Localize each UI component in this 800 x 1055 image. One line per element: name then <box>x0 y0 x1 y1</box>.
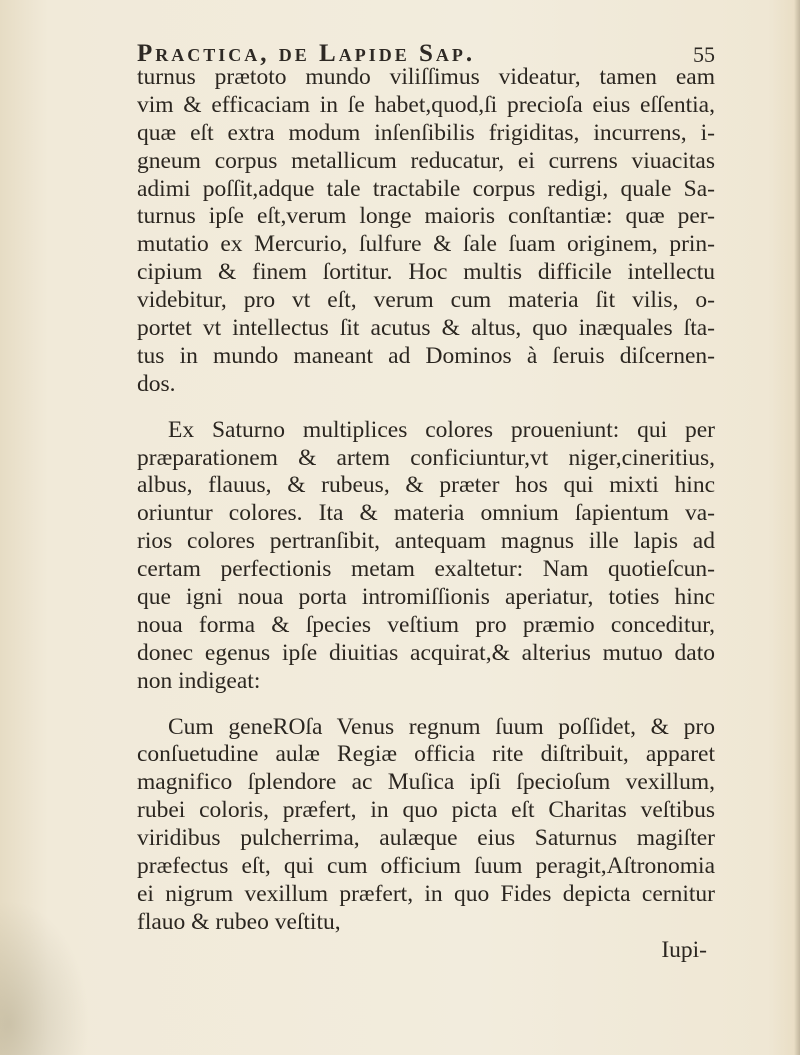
text-line: flauo & rubeo veſtitu, <box>137 908 341 935</box>
text-line: rubei coloris, præfert, in quo picta eſt Charitas veſtibus <box>137 797 715 824</box>
text-line: magnifico ſplendore ac Muſica ipſi ſpecioſum vexillum, <box>137 769 715 796</box>
paragraph-1 <box>137 64 715 399</box>
text-line: que igni noua porta intromiſſionis aperiatur, toties hinc <box>137 584 715 611</box>
paragraph-3 <box>137 714 715 937</box>
text-line: portet vt intellectus ſit acutus & altus, quo inæquales ſta- <box>137 315 715 342</box>
text-line: Cum geneROſa Venus regnum ſuum poſſidet, & pro <box>168 713 715 740</box>
paper-stain <box>0 900 90 1055</box>
text-line: cipium & finem ſortitur. Hoc multis difficile intellectu <box>137 259 715 286</box>
text-line: non indigeat: <box>137 667 261 694</box>
body-text <box>137 64 715 965</box>
catchword: Iupi- <box>661 936 707 963</box>
text-line: videbitur, pro vt eſt, verum cum materia ſit vilis, o- <box>137 287 715 314</box>
paragraph-gap <box>137 696 715 714</box>
text-line: vim & efficaciam in ſe habet,quod,ſi precioſa eius eſſentia, <box>137 91 715 118</box>
text-line: Ex Saturno multiplices colores proueniunt: qui per <box>168 416 715 443</box>
text-line: gneum corpus metallicum reducatur, ei currens viuacitas <box>137 147 715 174</box>
text-line: turnus ipſe eſt,verum longe maioris conſtantiæ: quæ per- <box>137 203 715 230</box>
text-line: conſuetudine aulæ Regiæ officia rite diſtribuit, apparet <box>137 741 715 768</box>
text-line: adimi poſſit,adque tale tractabile corpus redigi, quale Sa- <box>137 175 715 202</box>
text-line: turnus prætoto mundo viliſſimus videatur, tamen eam <box>137 64 715 90</box>
paragraph-2 <box>137 417 715 696</box>
text-line: oriuntur colores. Ita & materia omnium ſapientum va- <box>137 500 715 527</box>
text-line: præparationem & artem conficiuntur,vt niger,cineritius, <box>137 444 715 471</box>
text-line: tus in mundo maneant ad Dominos à ſeruis diſcernen- <box>137 342 715 369</box>
text-line: ei nigrum vexillum præfert, in quo Fides depicta cernitur <box>137 880 715 907</box>
text-line: rios colores pertranſibit, antequam magnus ille lapis ad <box>137 528 715 555</box>
text-line: viridibus pulcherrima, aulæque eius Saturnus magiſter <box>137 825 715 852</box>
page-edge-shadow <box>794 0 800 1055</box>
text-line: noua forma & ſpecies veſtium pro præmio conceditur, <box>137 611 715 638</box>
text-line: donec egenus ipſe diuitias acquirat,& alterius mutuo dato <box>137 639 715 666</box>
running-head: Practica, de Lapide Sap. <box>137 40 476 67</box>
paragraph-gap <box>137 399 715 417</box>
page-number: 55 <box>693 42 715 67</box>
text-line: præfectus eſt, qui cum officium ſuum peragit,Aſtronomia <box>137 853 715 880</box>
text-line: quæ eſt extra modum inſenſibilis frigiditas, incurrens, i- <box>137 119 715 146</box>
text-line: albus, flauus, & rubeus, & præter hos qui mixti hinc <box>137 472 715 499</box>
text-line: dos. <box>137 370 176 397</box>
text-line: certam perfectionis metam exaltetur: Nam quotieſcun- <box>137 556 715 583</box>
text-line: mutatio ex Mercurio, ſulfure & ſale ſuam originem, prin- <box>137 231 715 258</box>
